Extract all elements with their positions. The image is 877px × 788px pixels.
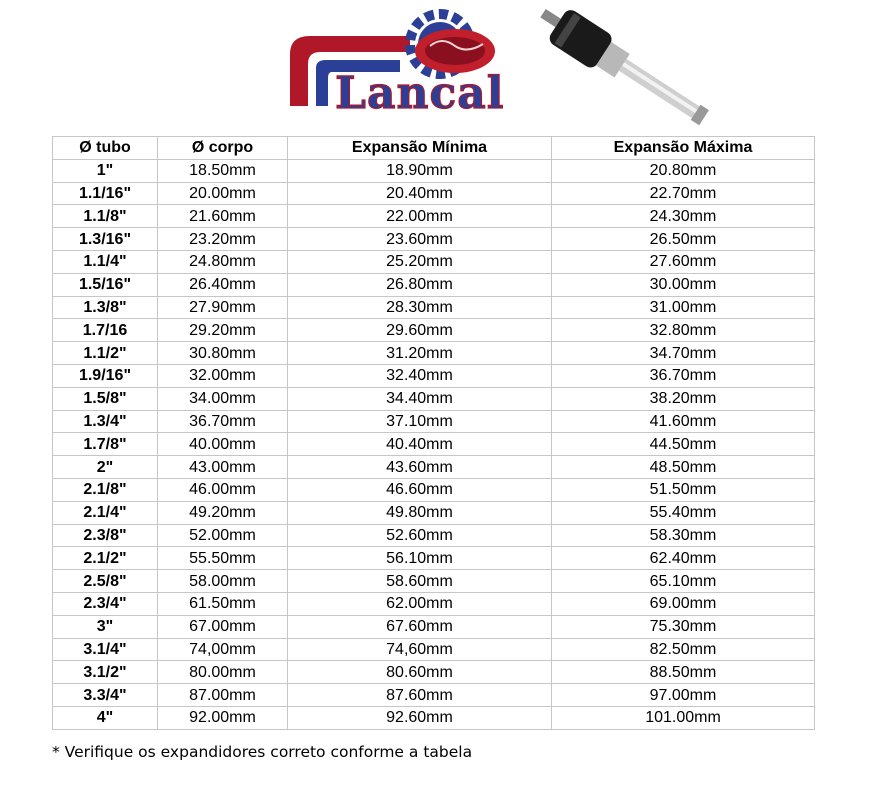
cell-min-expansion: 80.60mm bbox=[288, 661, 552, 684]
cell-tube-diameter: 1.9/16" bbox=[53, 364, 158, 387]
cell-tube-diameter: 1.5/16" bbox=[53, 273, 158, 296]
cell-body-diameter: 29.20mm bbox=[158, 319, 288, 342]
table-row bbox=[53, 387, 815, 410]
cell-max-expansion: 27.60mm bbox=[552, 250, 815, 273]
cell-tube-diameter: 2.5/8" bbox=[53, 570, 158, 593]
cell-tube-diameter: 2.3/4" bbox=[53, 592, 158, 615]
cell-body-diameter: 18.50mm bbox=[158, 159, 288, 182]
cell-tube-diameter: 2.1/2" bbox=[53, 547, 158, 570]
cell-tube-diameter: 1.7/8" bbox=[53, 433, 158, 456]
cell-max-expansion: 26.50mm bbox=[552, 228, 815, 251]
table-row bbox=[53, 661, 815, 684]
cell-tube-diameter: 3.1/4" bbox=[53, 638, 158, 661]
header-max-expansion: Expansão Máxima bbox=[552, 137, 815, 160]
table-row bbox=[53, 228, 815, 251]
cell-min-expansion: 32.40mm bbox=[288, 364, 552, 387]
logo-wordmark: Lancal bbox=[335, 68, 505, 116]
table-row bbox=[53, 182, 815, 205]
cell-body-diameter: 32.00mm bbox=[158, 364, 288, 387]
cell-min-expansion: 74,60mm bbox=[288, 638, 552, 661]
table-row bbox=[53, 205, 815, 228]
cell-min-expansion: 87.60mm bbox=[288, 684, 552, 707]
cell-max-expansion: 41.60mm bbox=[552, 410, 815, 433]
cell-max-expansion: 30.00mm bbox=[552, 273, 815, 296]
cell-min-expansion: 28.30mm bbox=[288, 296, 552, 319]
cell-tube-diameter: 4" bbox=[53, 706, 158, 729]
cell-min-expansion: 31.20mm bbox=[288, 342, 552, 365]
table-row bbox=[53, 478, 815, 501]
cell-body-diameter: 20.00mm bbox=[158, 182, 288, 205]
table-row bbox=[53, 547, 815, 570]
cell-tube-diameter: 1.1/4" bbox=[53, 250, 158, 273]
cell-max-expansion: 88.50mm bbox=[552, 661, 815, 684]
cell-max-expansion: 48.50mm bbox=[552, 456, 815, 479]
cell-body-diameter: 80.00mm bbox=[158, 661, 288, 684]
cell-tube-diameter: 1.7/16 bbox=[53, 319, 158, 342]
cell-tube-diameter: 1.1/2" bbox=[53, 342, 158, 365]
cell-max-expansion: 101.00mm bbox=[552, 706, 815, 729]
cell-max-expansion: 58.30mm bbox=[552, 524, 815, 547]
cell-min-expansion: 29.60mm bbox=[288, 319, 552, 342]
cell-max-expansion: 75.30mm bbox=[552, 615, 815, 638]
cell-tube-diameter: 3.1/2" bbox=[53, 661, 158, 684]
table-row bbox=[53, 250, 815, 273]
cell-min-expansion: 20.40mm bbox=[288, 182, 552, 205]
cell-tube-diameter: 1.5/8" bbox=[53, 387, 158, 410]
cell-min-expansion: 92.60mm bbox=[288, 706, 552, 729]
cell-max-expansion: 55.40mm bbox=[552, 501, 815, 524]
cell-min-expansion: 25.20mm bbox=[288, 250, 552, 273]
cell-body-diameter: 58.00mm bbox=[158, 570, 288, 593]
cell-max-expansion: 44.50mm bbox=[552, 433, 815, 456]
table-row bbox=[53, 159, 815, 182]
cell-body-diameter: 36.70mm bbox=[158, 410, 288, 433]
cell-max-expansion: 82.50mm bbox=[552, 638, 815, 661]
cell-body-diameter: 46.00mm bbox=[158, 478, 288, 501]
cell-max-expansion: 34.70mm bbox=[552, 342, 815, 365]
cell-min-expansion: 18.90mm bbox=[288, 159, 552, 182]
cell-body-diameter: 26.40mm bbox=[158, 273, 288, 296]
table-row bbox=[53, 638, 815, 661]
header-body-diameter: Ø corpo bbox=[158, 137, 288, 160]
cell-body-diameter: 30.80mm bbox=[158, 342, 288, 365]
cell-tube-diameter: 1.3/16" bbox=[53, 228, 158, 251]
table-header-row bbox=[53, 137, 815, 160]
cell-body-diameter: 24.80mm bbox=[158, 250, 288, 273]
table-row bbox=[53, 456, 815, 479]
table-row bbox=[53, 319, 815, 342]
cell-max-expansion: 32.80mm bbox=[552, 319, 815, 342]
table-row bbox=[53, 501, 815, 524]
cell-max-expansion: 62.40mm bbox=[552, 547, 815, 570]
cell-min-expansion: 56.10mm bbox=[288, 547, 552, 570]
table-row bbox=[53, 273, 815, 296]
cell-body-diameter: 67.00mm bbox=[158, 615, 288, 638]
cell-min-expansion: 37.10mm bbox=[288, 410, 552, 433]
cell-body-diameter: 49.20mm bbox=[158, 501, 288, 524]
cell-tube-diameter: 3.3/4" bbox=[53, 684, 158, 707]
cell-tube-diameter: 2" bbox=[53, 456, 158, 479]
cell-tube-diameter: 2.1/4" bbox=[53, 501, 158, 524]
cell-tube-diameter: 1.1/16" bbox=[53, 182, 158, 205]
cell-tube-diameter: 2.3/8" bbox=[53, 524, 158, 547]
cell-min-expansion: 23.60mm bbox=[288, 228, 552, 251]
cell-tube-diameter: 2.1/8" bbox=[53, 478, 158, 501]
cell-max-expansion: 38.20mm bbox=[552, 387, 815, 410]
cell-body-diameter: 87.00mm bbox=[158, 684, 288, 707]
cell-max-expansion: 51.50mm bbox=[552, 478, 815, 501]
expander-spec-table bbox=[52, 136, 815, 730]
header-min-expansion: Expansão Mínima bbox=[288, 137, 552, 160]
cell-min-expansion: 43.60mm bbox=[288, 456, 552, 479]
cell-tube-diameter: 3" bbox=[53, 615, 158, 638]
table-row bbox=[53, 433, 815, 456]
cell-body-diameter: 61.50mm bbox=[158, 592, 288, 615]
cell-max-expansion: 20.80mm bbox=[552, 159, 815, 182]
cell-min-expansion: 67.60mm bbox=[288, 615, 552, 638]
table-row bbox=[53, 592, 815, 615]
cell-body-diameter: 52.00mm bbox=[158, 524, 288, 547]
table-row bbox=[53, 364, 815, 387]
cell-body-diameter: 74,00mm bbox=[158, 638, 288, 661]
cell-body-diameter: 27.90mm bbox=[158, 296, 288, 319]
cell-max-expansion: 36.70mm bbox=[552, 364, 815, 387]
cell-body-diameter: 21.60mm bbox=[158, 205, 288, 228]
cell-min-expansion: 40.40mm bbox=[288, 433, 552, 456]
table-row bbox=[53, 706, 815, 729]
cell-tube-diameter: 1" bbox=[53, 159, 158, 182]
pipe-expander-tool-icon bbox=[525, 4, 725, 129]
cell-max-expansion: 69.00mm bbox=[552, 592, 815, 615]
cell-min-expansion: 22.00mm bbox=[288, 205, 552, 228]
cell-min-expansion: 52.60mm bbox=[288, 524, 552, 547]
table-row bbox=[53, 570, 815, 593]
table-row bbox=[53, 524, 815, 547]
cell-min-expansion: 34.40mm bbox=[288, 387, 552, 410]
cell-body-diameter: 92.00mm bbox=[158, 706, 288, 729]
cell-body-diameter: 34.00mm bbox=[158, 387, 288, 410]
cell-body-diameter: 43.00mm bbox=[158, 456, 288, 479]
cell-tube-diameter: 1.3/8" bbox=[53, 296, 158, 319]
table-row bbox=[53, 684, 815, 707]
header-tube-diameter: Ø tubo bbox=[53, 137, 158, 160]
cell-max-expansion: 65.10mm bbox=[552, 570, 815, 593]
cell-tube-diameter: 1.1/8" bbox=[53, 205, 158, 228]
cell-max-expansion: 31.00mm bbox=[552, 296, 815, 319]
table-row bbox=[53, 342, 815, 365]
cell-max-expansion: 24.30mm bbox=[552, 205, 815, 228]
table-row bbox=[53, 296, 815, 319]
cell-max-expansion: 97.00mm bbox=[552, 684, 815, 707]
cell-body-diameter: 40.00mm bbox=[158, 433, 288, 456]
cell-min-expansion: 49.80mm bbox=[288, 501, 552, 524]
cell-min-expansion: 26.80mm bbox=[288, 273, 552, 296]
table-row bbox=[53, 410, 815, 433]
footnote: * Verifique os expandidores correto conforme a tabela bbox=[52, 743, 473, 761]
cell-max-expansion: 22.70mm bbox=[552, 182, 815, 205]
cell-min-expansion: 46.60mm bbox=[288, 478, 552, 501]
cell-tube-diameter: 1.3/4" bbox=[53, 410, 158, 433]
cell-body-diameter: 55.50mm bbox=[158, 547, 288, 570]
table-row bbox=[53, 615, 815, 638]
cell-body-diameter: 23.20mm bbox=[158, 228, 288, 251]
cell-min-expansion: 58.60mm bbox=[288, 570, 552, 593]
cell-min-expansion: 62.00mm bbox=[288, 592, 552, 615]
